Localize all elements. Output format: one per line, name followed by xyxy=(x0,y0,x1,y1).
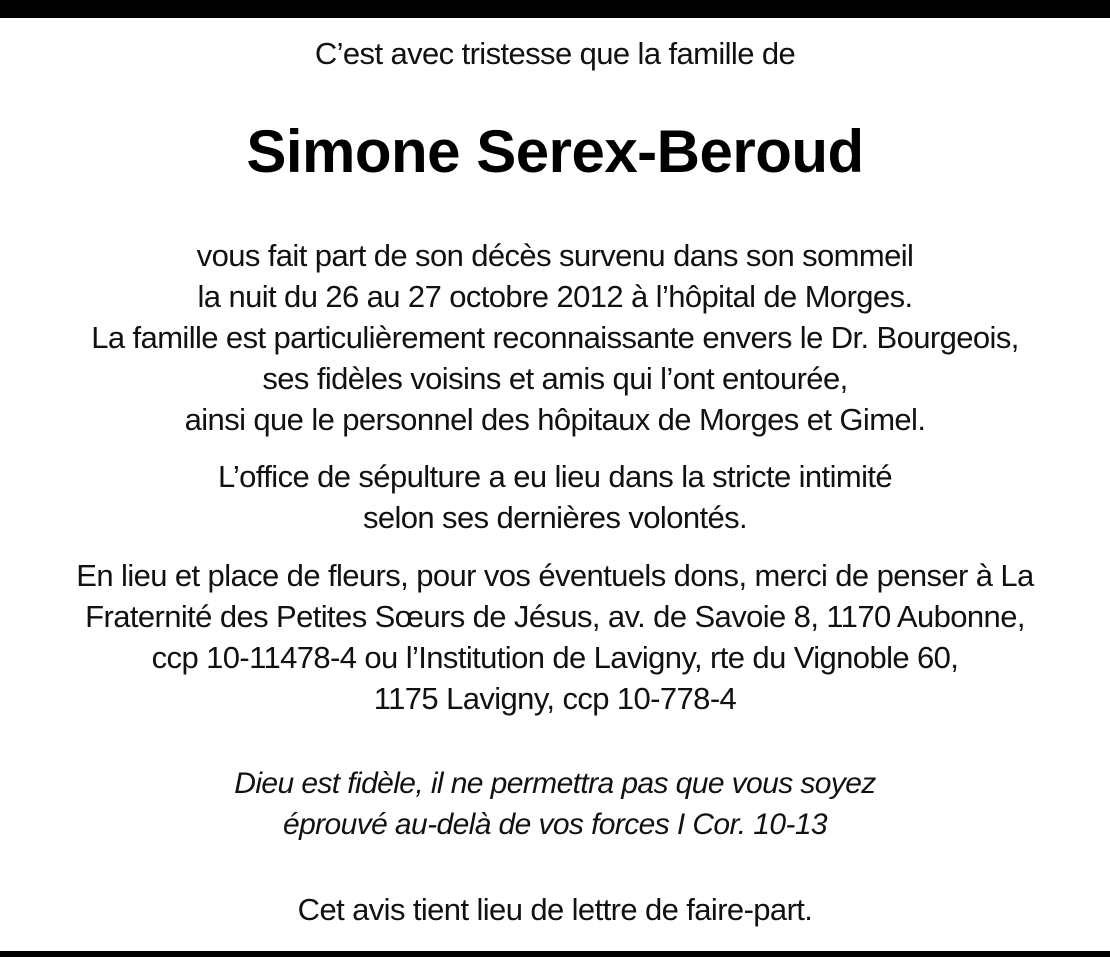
donations-line: En lieu et place de fleurs, pour vos éventuels dons, merci de penser à La xyxy=(76,558,1034,593)
announcement-line: La famille est particulièrement reconnaissante envers le Dr. Bourgeois, xyxy=(91,320,1019,355)
announcement-line: la nuit du 26 au 27 octobre 2012 à l’hôpital de Morges. xyxy=(197,279,913,314)
ceremony-line: L’office de sépulture a eu lieu dans la stricte intimité xyxy=(217,459,893,494)
announcement-line: vous fait part de son décès survenu dans son sommeil xyxy=(196,238,914,273)
ceremony-line: selon ses dernières volontés. xyxy=(362,500,748,535)
donations-line: 1175 Lavigny, ccp 10-778-4 xyxy=(373,681,737,716)
bottom-border-rule xyxy=(0,951,1110,957)
intro-text: C’est avec tristesse que la famille de xyxy=(314,36,796,71)
announcement-line: ses fidèles voisins et amis qui l’ont entourée, xyxy=(262,361,848,396)
verse-line: éprouvé au-delà de vos forces I Cor. 10-13 xyxy=(282,808,827,841)
verse-line: Dieu est fidèle, il ne permettra pas que vous soyez xyxy=(234,767,876,800)
announcement-line: ainsi que le personnel des hôpitaux de Morges et Gimel. xyxy=(184,402,926,437)
donations-line: ccp 10-11478-4 ou l’Institution de Lavigny, rte du Vignoble 60, xyxy=(151,640,959,675)
closing-text: Cet avis tient lieu de lettre de faire-part. xyxy=(297,892,813,927)
deceased-name: Simone Serex-Beroud xyxy=(246,118,864,185)
donations-line: Fraternité des Petites Sœurs de Jésus, av. de Savoie 8, 1170 Aubonne, xyxy=(85,599,1025,634)
